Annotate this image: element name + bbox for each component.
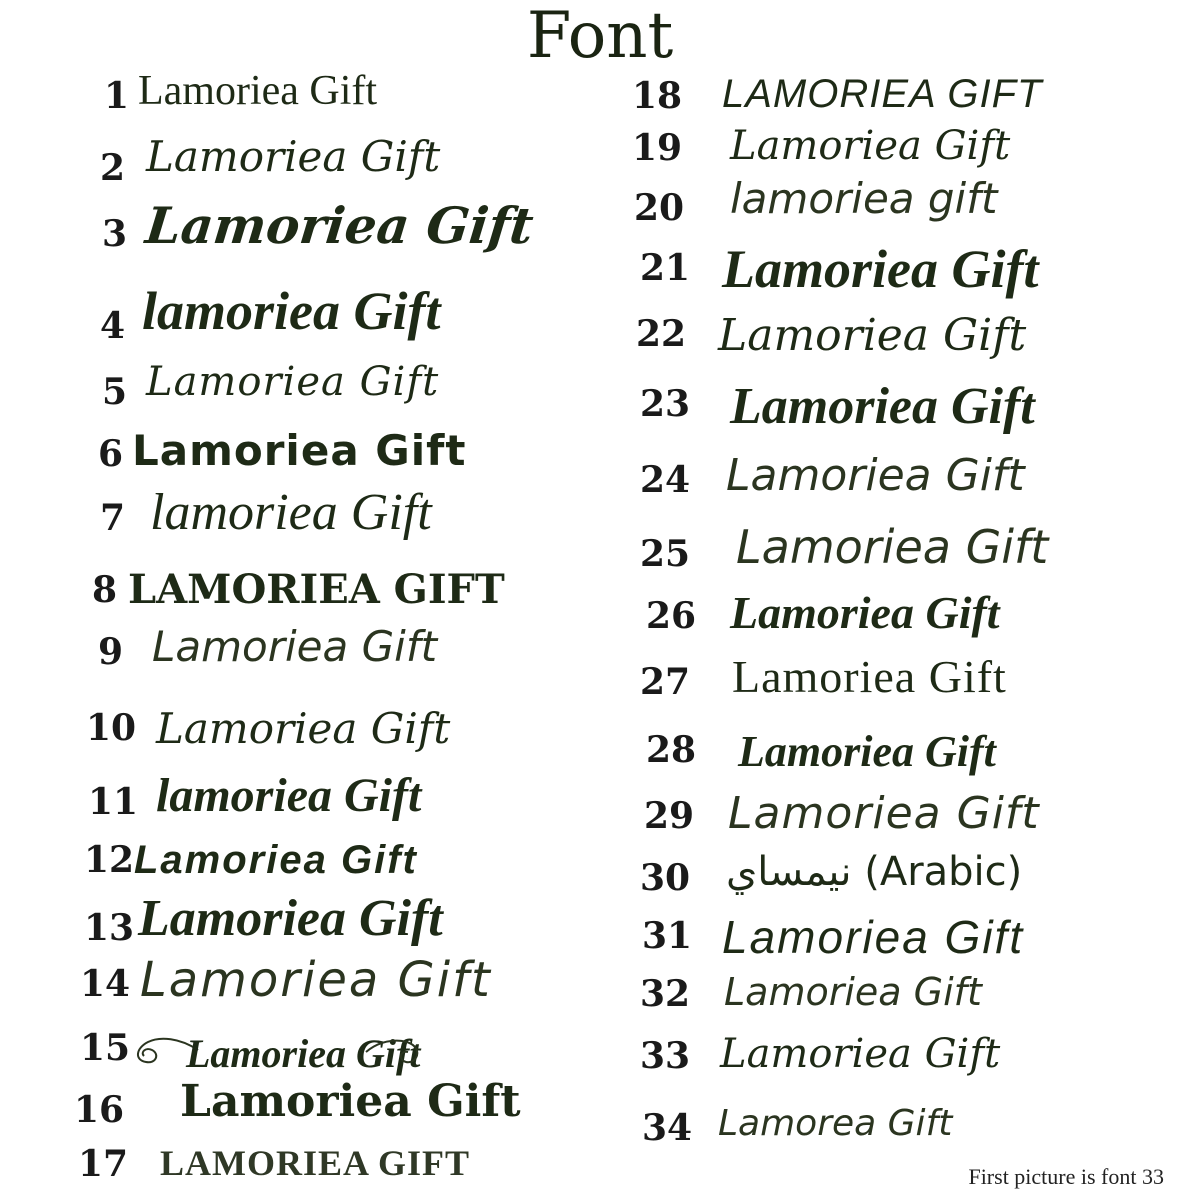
- font-sample-12: Lamoriea Gift: [134, 838, 418, 882]
- font-sample-2: Lamoriea Gift: [146, 132, 441, 181]
- font-sample-18: LAMORIEA GIFT: [722, 72, 1043, 116]
- font-sample-1: Lamoriea Gift: [138, 68, 378, 114]
- font-sample-4: lamoriea Gift: [142, 281, 441, 341]
- font-number-18: 18: [632, 75, 683, 117]
- font-number-30: 30: [640, 857, 691, 899]
- font-sample-34: Lamorea Gift: [718, 1103, 953, 1144]
- page-title: Font: [526, 0, 674, 73]
- font-sample-24: Lamoriea Gift: [726, 450, 1025, 501]
- font-number-25: 25: [640, 533, 691, 575]
- font-number-33: 33: [640, 1035, 691, 1077]
- font-sample-22: Lamoriea Gift: [718, 310, 1027, 361]
- font-sample-8: LAMORIEA GIFT: [128, 566, 505, 613]
- font-sample-31: Lamoriea Gift: [722, 911, 1025, 963]
- font-number-3: 3: [102, 213, 128, 255]
- font-sample-26: Lamoriea Gift: [730, 587, 1000, 638]
- font-sample-29: Lamoriea Gift: [728, 788, 1040, 839]
- font-sample-13: Lamoriea Gift: [138, 890, 443, 947]
- font-number-10: 10: [86, 707, 137, 749]
- font-number-34: 34: [642, 1107, 693, 1149]
- font-number-5: 5: [102, 371, 128, 413]
- font-number-19: 19: [632, 127, 683, 169]
- font-number-14: 14: [80, 963, 131, 1005]
- font-number-28: 28: [646, 729, 697, 771]
- font-sample-28: Lamoriea Gift: [738, 727, 996, 776]
- font-sample-32: Lamoriea Gift: [724, 970, 982, 1014]
- font-number-21: 21: [640, 247, 691, 289]
- font-sample-15: Lamoriea Gift: [186, 1031, 421, 1076]
- font-sample-33: Lamoriea Gift: [720, 1031, 1001, 1077]
- font-sample-5: Lamoriea Gift: [146, 359, 440, 405]
- footer-note: First picture is font 33: [968, 1164, 1164, 1189]
- font-number-11: 11: [88, 781, 139, 823]
- font-sample-17: LAMORIEA GIFT: [160, 1143, 471, 1183]
- font-number-22: 22: [636, 313, 687, 355]
- font-number-2: 2: [100, 147, 126, 189]
- font-sample-25: Lamoriea Gift: [736, 520, 1049, 574]
- font-number-23: 23: [640, 383, 691, 425]
- font-number-7: 7: [100, 497, 126, 539]
- font-sample-23: Lamoriea Gift: [730, 378, 1035, 435]
- font-number-8: 8: [92, 569, 118, 611]
- font-sample-9: Lamoriea Gift: [152, 622, 438, 671]
- font-number-1: 1: [104, 75, 130, 117]
- flourish-right-icon: [362, 1032, 432, 1072]
- font-sample-11: lamoriea Gift: [156, 769, 422, 822]
- font-sample-10: Lamoriea Gift: [156, 704, 451, 753]
- font-sample-20: lamoriea gift: [730, 174, 998, 223]
- font-number-6: 6: [98, 433, 124, 475]
- font-sample-19: Lamoriea Gift: [730, 123, 1011, 169]
- font-number-32: 32: [640, 973, 691, 1015]
- font-sample-7: lamoriea Gift: [150, 484, 432, 541]
- font-number-16: 16: [74, 1089, 125, 1131]
- font-number-31: 31: [642, 915, 693, 957]
- font-sample-6: Lamoriea Gift: [132, 426, 467, 475]
- font-number-26: 26: [646, 595, 697, 637]
- font-number-9: 9: [98, 631, 124, 673]
- font-number-15: 15: [80, 1027, 131, 1069]
- font-number-24: 24: [640, 459, 691, 501]
- font-number-20: 20: [634, 187, 685, 229]
- font-sample-30: نيمساي (Arabic): [726, 849, 1023, 895]
- font-sample-27: Lamoriea Gift: [732, 651, 1007, 702]
- font-number-13: 13: [84, 907, 135, 949]
- font-sample-16: Lamoriea Gift: [180, 1076, 521, 1127]
- font-sample-3: Lamoriea Gift: [142, 196, 537, 255]
- font-number-29: 29: [644, 795, 695, 837]
- font-number-12: 12: [84, 839, 135, 881]
- font-sample-21: Lamoriea Gift: [722, 239, 1039, 299]
- font-sample-14: Lamoriea Gift: [140, 952, 492, 1008]
- font-number-27: 27: [640, 661, 691, 703]
- font-number-4: 4: [100, 305, 126, 347]
- font-number-17: 17: [78, 1143, 129, 1185]
